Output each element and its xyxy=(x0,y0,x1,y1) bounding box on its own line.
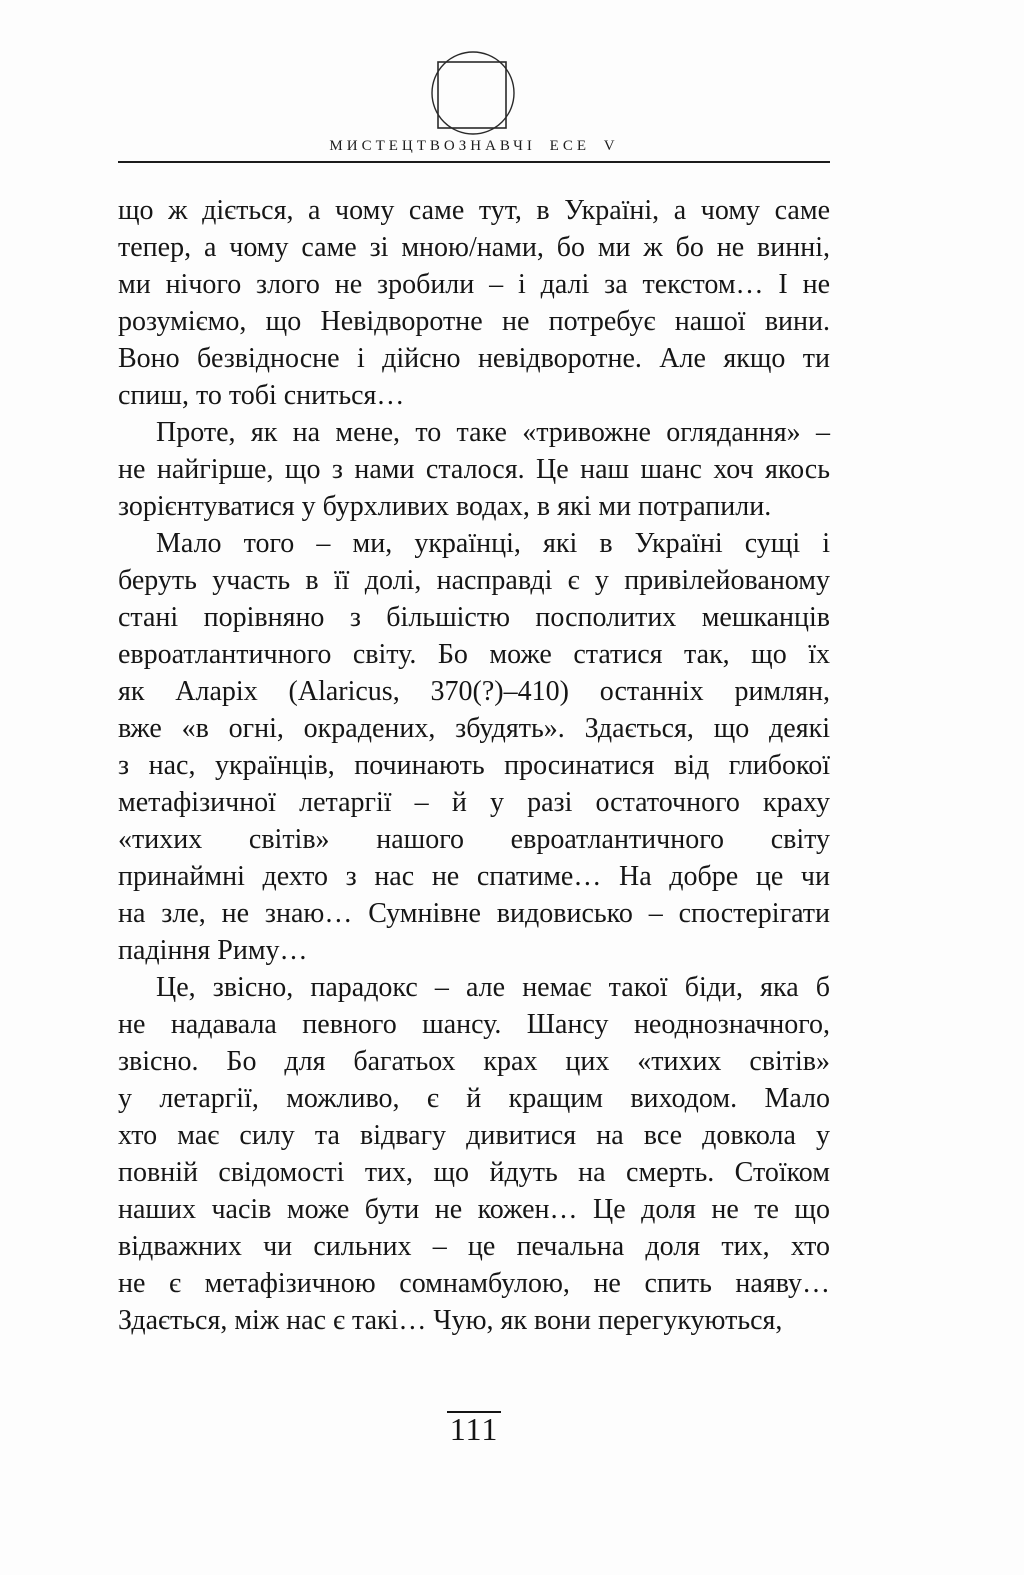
text-line: стані порівняно з більшістю посполитих мешканців xyxy=(118,602,830,633)
text-line: зорієнтуватися у бурхливих водах, в які ми потрапили. xyxy=(118,491,772,522)
paragraph xyxy=(118,969,830,1339)
text-line: беруть участь в її долі, насправді є у привілейованому xyxy=(118,565,830,596)
text-line: на зле, не знаю… Сумнівне видовисько – спостерігати xyxy=(118,898,830,929)
text-line: евроатлантичного світу. Бо може статися так, що їх xyxy=(118,639,830,670)
page-header xyxy=(118,50,830,163)
text-line: не надавала певного шансу. Шансу неоднозначного, xyxy=(118,1009,830,1040)
text-line: падіння Риму… xyxy=(118,935,308,966)
text-line: у летаргії, можливо, є й кращим виходом. Мало xyxy=(118,1083,830,1114)
paragraph xyxy=(118,525,830,969)
text-line: Здається, між нас є такі… Чую, як вони перегукуються, xyxy=(118,1305,783,1336)
page-number: 111 xyxy=(447,1411,502,1443)
text-line: «тихих світів» нашого евроатлантичного світу xyxy=(118,824,830,855)
text-line: не є метафізичною сомнамбулою, не спить наяву… xyxy=(118,1268,830,1299)
text-line: як Аларіх (Alaricus, 370(?)–410) останніх римлян, xyxy=(118,676,830,707)
text-line: принаймні дехто з нас не спатиме… На добре це чи xyxy=(118,861,830,892)
paragraph xyxy=(118,192,830,414)
text-line: Проте, як на мене, то таке «тривожне оглядання» – xyxy=(156,417,830,448)
text-line: звісно. Бо для багатьох крах цих «тихих світів» xyxy=(118,1046,830,1077)
text-line: ми нічого злого не зробили – і далі за текстом… І не xyxy=(118,269,830,300)
text-line: Мало того – ми, українці, які в Україні сущі і xyxy=(156,528,830,559)
text-line: що ж діється, а чому саме тут, в Україні, а чому саме xyxy=(118,195,830,226)
text-line: відважних чи сильних – це печальна доля тих, хто xyxy=(118,1231,830,1262)
text-line: метафізичної летаргії – й у разі остаточного краху xyxy=(118,787,830,818)
text-line: наших часів може бути не кожен… Це доля не те що xyxy=(118,1194,830,1225)
text-column xyxy=(118,50,830,1445)
text-line: тепер, а чому саме зі мною/нами, бо ми ж бо не винні, xyxy=(118,232,830,263)
paragraph xyxy=(118,414,830,525)
publisher-emblem-icon xyxy=(431,50,517,138)
text-line: хто має силу та відвагу дивитися на все довкола у xyxy=(118,1120,830,1151)
page-footer xyxy=(118,1411,830,1445)
text-line: Це, звісно, парадокс – але немає такої біди, яка б xyxy=(156,972,830,1003)
text-line: Воно безвідносне і дійсно невідворотне. Але якщо ти xyxy=(118,343,830,374)
header-rule xyxy=(118,161,830,163)
text-line: розуміємо, що Невідворотне не потребує нашої вини. xyxy=(118,306,830,337)
text-line: з нас, українців, починають просинатися від глибокої xyxy=(118,750,830,781)
text-line: спиш, то тобі сниться… xyxy=(118,380,405,411)
text-line: повній свідомості тих, що йдуть на смерть. Стоїком xyxy=(118,1157,830,1188)
text-line: не найгірше, що з нами сталося. Це наш шанс хоч якось xyxy=(118,454,830,485)
page-body xyxy=(118,192,830,1339)
text-line: вже «в огні, окрадених, збудять». Здається, що деякі xyxy=(118,713,830,744)
running-head: МИСТЕЦТВОЗНАВЧІ ЕСЕ V xyxy=(329,138,619,154)
